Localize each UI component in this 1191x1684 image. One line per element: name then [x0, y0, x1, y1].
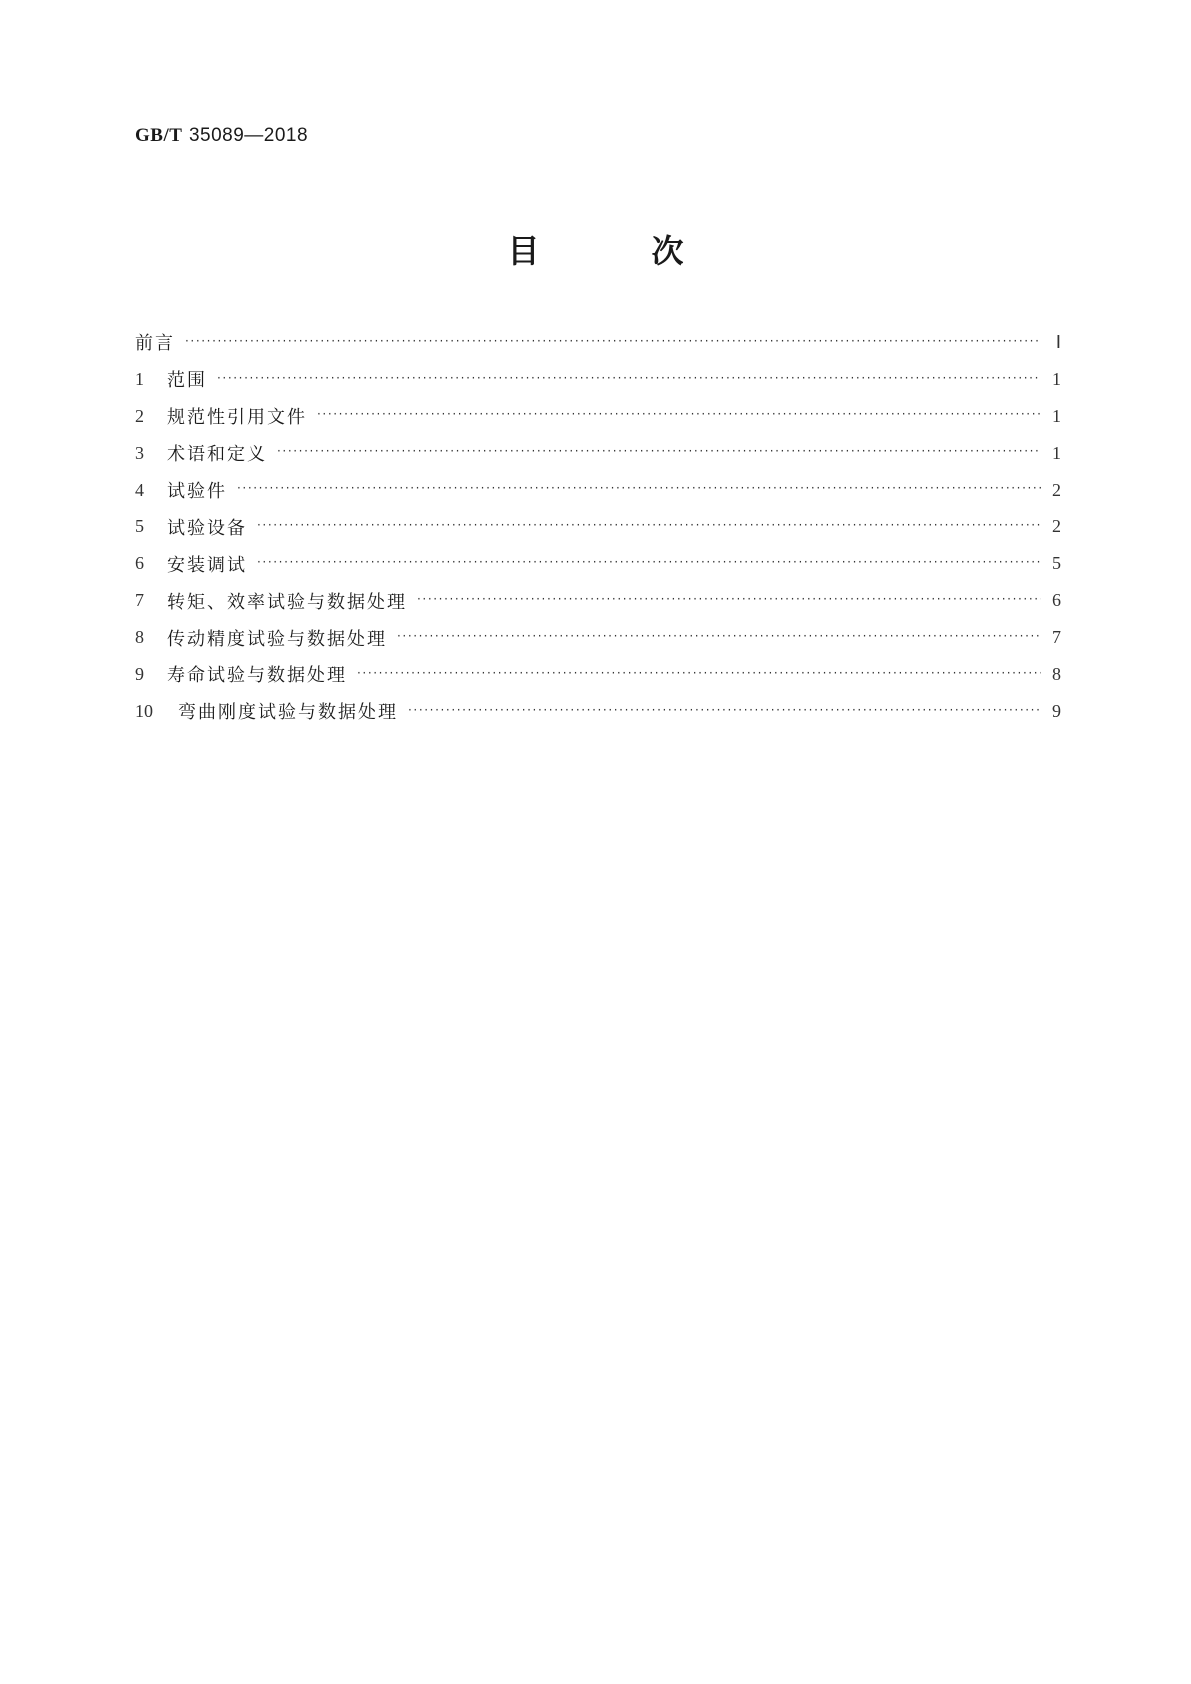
- toc-item-page: 1: [1052, 405, 1061, 426]
- toc-item-number: 3: [135, 442, 144, 463]
- toc-dot-leader: [357, 664, 1041, 686]
- toc-item-label: 试验件: [167, 481, 227, 502]
- toc-item-number: 10: [135, 700, 153, 721]
- toc-dot-leader: [217, 369, 1041, 391]
- toc-item-number: 1: [135, 368, 144, 389]
- toc-item-test-piece[interactable]: [135, 472, 1061, 509]
- toc-item-bending-stiffness-test[interactable]: [135, 693, 1061, 730]
- toc-item-page: 1: [1052, 442, 1061, 463]
- toc-item-label: 前言: [135, 333, 175, 355]
- toc-dot-leader: [257, 553, 1041, 575]
- toc-dot-leader: [257, 516, 1041, 538]
- toc-item-page: 2: [1052, 479, 1061, 500]
- toc-item-number: 9: [135, 663, 144, 684]
- toc-item-page: 5: [1052, 553, 1061, 574]
- toc-item-number: 2: [135, 405, 144, 426]
- toc-item-label: 安装调试: [167, 554, 247, 576]
- toc-item-label: 术语和定义: [167, 444, 267, 466]
- toc-item-number: 8: [135, 627, 144, 648]
- toc-item-number: 5: [135, 516, 144, 537]
- toc-dot-leader: [317, 405, 1041, 427]
- toc-item-page: 1: [1052, 368, 1061, 389]
- toc-item-label: 试验设备: [167, 517, 247, 539]
- toc-item-label: 寿命试验与数据处理: [167, 665, 347, 687]
- standard-code-header: [135, 124, 308, 147]
- standard-prefix: GB/T: [135, 125, 183, 146]
- toc-title: 目 次: [507, 232, 724, 270]
- toc-item-life-test[interactable]: [135, 656, 1061, 693]
- toc-item-page: 9: [1052, 700, 1061, 721]
- toc-item-page: Ⅰ: [1055, 331, 1061, 352]
- toc-item-label: 范围: [167, 370, 207, 392]
- toc-item-label: 规范性引用文件: [167, 407, 307, 429]
- toc-item-transmission-accuracy-test[interactable]: [135, 619, 1061, 656]
- toc-item-foreword[interactable]: [135, 324, 1061, 361]
- toc-dot-leader: [277, 442, 1041, 464]
- toc-dot-leader: [185, 332, 1041, 354]
- toc-item-number: 7: [135, 590, 144, 611]
- toc-item-page: 6: [1052, 590, 1061, 611]
- toc-item-page: 7: [1052, 627, 1061, 648]
- toc-dot-leader: [408, 701, 1041, 723]
- toc-dot-leader: [237, 479, 1041, 501]
- toc-item-page: 8: [1052, 663, 1061, 684]
- toc-item-label: 传动精度试验与数据处理: [167, 628, 387, 650]
- table-of-contents: [135, 324, 1061, 730]
- toc-item-label: 弯曲刚度试验与数据处理: [178, 702, 398, 724]
- toc-item-number: 4: [135, 479, 144, 500]
- toc-item-torque-efficiency-test[interactable]: [135, 582, 1061, 619]
- toc-item-installation[interactable]: [135, 545, 1061, 582]
- toc-item-scope[interactable]: [135, 361, 1061, 398]
- toc-item-page: 2: [1052, 516, 1061, 537]
- toc-dot-leader: [417, 590, 1041, 612]
- toc-dot-leader: [397, 627, 1041, 649]
- toc-item-terms-definitions[interactable]: [135, 435, 1061, 472]
- toc-item-number: 6: [135, 553, 144, 574]
- toc-item-label: 转矩、效率试验与数据处理: [167, 591, 407, 613]
- toc-item-normative-references[interactable]: [135, 398, 1061, 435]
- standard-number: 35089—2018: [188, 125, 309, 146]
- toc-item-test-equipment[interactable]: [135, 508, 1061, 545]
